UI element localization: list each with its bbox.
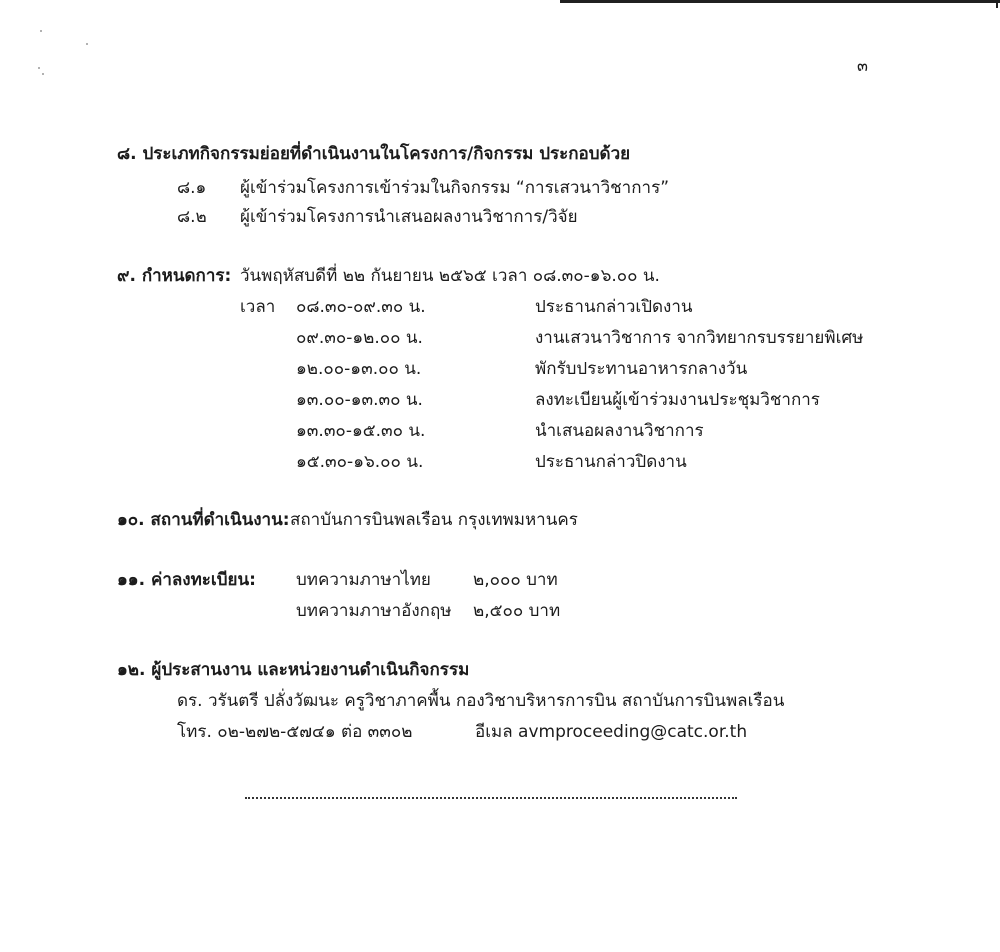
contact-email: อีเมล avmproceeding@catc.or.th (475, 722, 748, 742)
schedule-time: ๐๘.๓๐-๐๙.๓๐ น. (296, 297, 426, 317)
section-8-heading: ๘. ประเภทกิจกรรมย่อยที่ดำเนินงานในโครงการ/กิจกรรม ประกอบด้วย (117, 144, 631, 164)
contact-person: ดร. วรันตรี ปลั่งวัฒนะ ครูวิชาภาคพื้น กองวิชาบริหารการบิน สถาบันการบินพลเรือน (177, 691, 785, 711)
section-8-2-number: ๘.๒ (177, 207, 207, 227)
schedule-time: ๐๙.๓๐-๑๒.๐๐ น. (296, 328, 423, 348)
fee-amount: ๒,๐๐๐ บาท (473, 570, 558, 590)
schedule-time-label: เวลา (240, 297, 276, 317)
schedule-time: ๑๓.๓๐-๑๕.๓๐ น. (296, 421, 426, 441)
fee-amount: ๒,๕๐๐ บาท (473, 601, 561, 621)
contact-phone: โทร. ๐๒-๒๗๒-๕๗๔๑ ต่อ ๓๓๐๒ (177, 722, 413, 742)
closing-dots-text (245, 790, 246, 791)
section-8-1-text: ผู้เข้าร่วมโครงการเข้าร่วมในกิจกรรม “การเสวนาวิชาการ” (240, 178, 670, 198)
schedule-time: ๑๒.๐๐-๑๓.๐๐ น. (296, 359, 422, 379)
scan-edge-mark (996, 0, 998, 8)
schedule-activity: ลงทะเบียนผู้เข้าร่วมงานประชุมวิชาการ (535, 390, 820, 410)
section-8-2-text: ผู้เข้าร่วมโครงการนำเสนอผลงานวิชาการ/วิจัย (240, 207, 578, 227)
closing-dotted-line (245, 797, 737, 799)
section-12-heading: ๑๒. ผู้ประสานงาน และหน่วยงานดำเนินกิจกรรม (117, 660, 470, 680)
fee-type: บทความภาษาอังกฤษ (296, 601, 452, 621)
scan-speck (38, 67, 40, 69)
section-11-label: ๑๑. ค่าลงทะเบียน: (117, 570, 256, 590)
schedule-time: ๑๓.๐๐-๑๓.๓๐ น. (296, 390, 423, 410)
page-number: ๓ (857, 56, 868, 75)
schedule-activity: นำเสนอผลงานวิชาการ (535, 421, 704, 441)
section-9-date: วันพฤหัสบดีที่ ๒๒ กันยายน ๒๕๖๕ เวลา ๐๘.๓๐-๑๖.๐๐ น. (240, 266, 660, 286)
scan-speck (42, 73, 44, 75)
schedule-activity: งานเสวนาวิชาการ จากวิทยากรบรรยายพิเศษ (535, 328, 864, 348)
section-10-label: ๑๐. สถานที่ดำเนินงาน: (117, 510, 290, 530)
section-10-value: สถาบันการบินพลเรือน กรุงเทพมหานคร (290, 510, 578, 530)
scan-edge-line (560, 0, 1000, 3)
schedule-activity: ประธานกล่าวเปิดงาน (535, 297, 693, 317)
schedule-activity: พักรับประทานอาหารกลางวัน (535, 359, 748, 379)
schedule-time: ๑๕.๓๐-๑๖.๐๐ น. (296, 452, 424, 472)
section-9-label: ๙. กำหนดการ: (117, 266, 232, 286)
scan-speck (86, 43, 88, 45)
section-8-1-number: ๘.๑ (177, 178, 207, 198)
schedule-activity: ประธานกล่าวปิดงาน (535, 452, 687, 472)
scan-speck (40, 30, 42, 32)
fee-type: บทความภาษาไทย (296, 570, 431, 590)
